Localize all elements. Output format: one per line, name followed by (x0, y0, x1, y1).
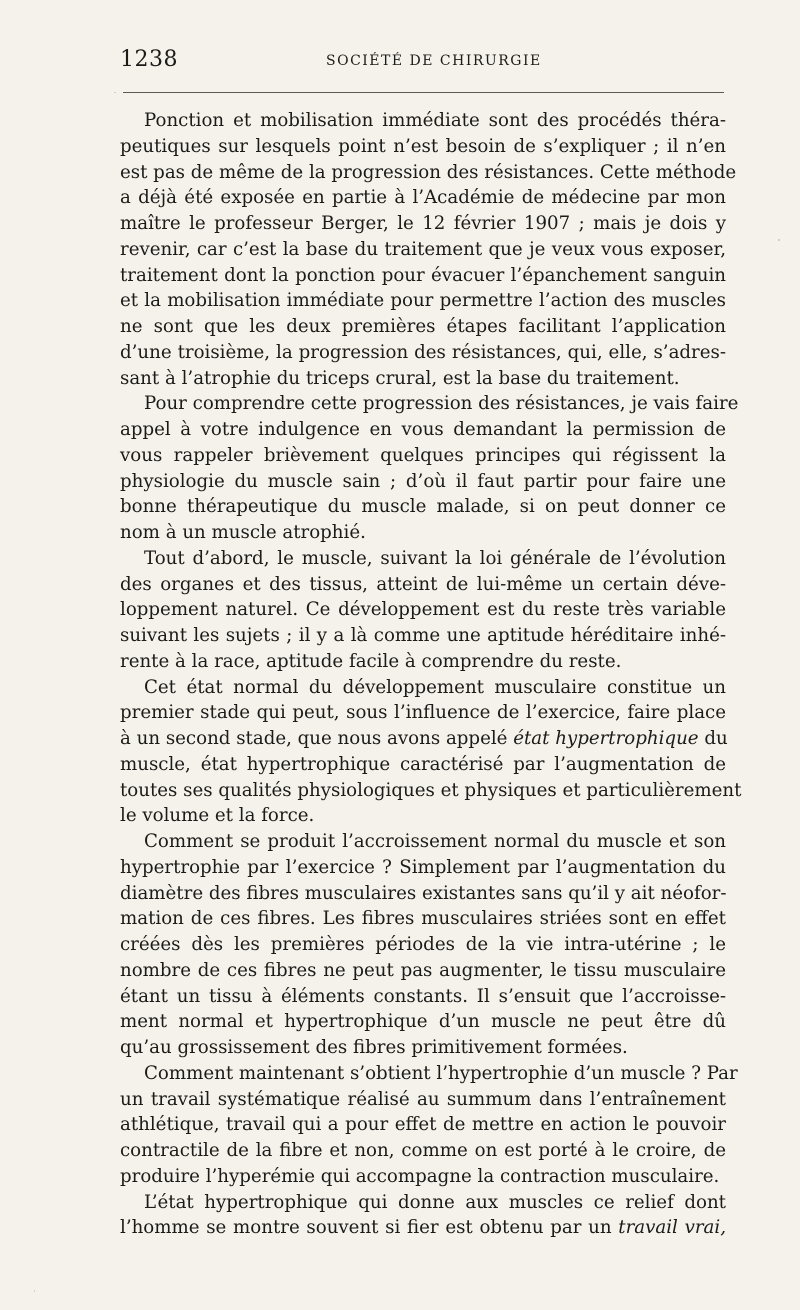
text-line-with-emphasis (120, 726, 726, 752)
scan-speck (34, 1290, 35, 1292)
text-line: des organes et des tissus, atteint de lui-même un certain déve- (120, 573, 726, 595)
text-fragment: du (698, 728, 728, 749)
text-line: Pour comprendre cette progression des résistances, je vais faire (144, 393, 739, 415)
header-rule (123, 92, 724, 93)
text-line: hypertrophie par l’exercice ? Simplement par l’augmentation du (120, 856, 726, 878)
text-line: qu’au grossissement des fibres primitivement formées. (120, 1037, 628, 1058)
article-text (120, 108, 742, 1241)
text-line: produire l’hyperémie qui accompagne la contraction musculaire. (120, 1165, 720, 1187)
scan-speck (778, 239, 780, 241)
text-line: traitement dont la ponction pour évacuer l’épanchement sanguin (120, 264, 726, 286)
text-line: est pas de même de la progression des résistances. Cette méthode (120, 161, 737, 183)
text-line: L’état hypertrophique qui donne aux muscles ce relief dont (144, 1191, 726, 1213)
text-line: Comment maintenant s’obtient l’hypertrophie d’un muscle ? Par (144, 1062, 738, 1084)
text-line: contractile de la fibre et non, comme on est porté à le croire, de (120, 1140, 726, 1161)
text-line: Tout d’abord, le muscle, suivant la loi générale de l’évolution (144, 547, 726, 569)
text-line: muscle, état hypertrophique caractérisé par l’augmentation de (120, 753, 726, 775)
text-fragment: à un second stade, que nous avons appelé (120, 728, 514, 749)
page-header (120, 47, 725, 73)
text-line: mation de ces fibres. Les fibres musculaires striées sont en effet (120, 908, 726, 930)
text-line: revenir, car c’est la base du traitement que je veux vous exposer, (120, 238, 726, 260)
text-line: sant à l’atrophie du triceps crural, est la base du traitement. (120, 367, 680, 389)
running-title: SOCIÉTÉ DE CHIRURGIE (326, 53, 542, 69)
page-number: 1238 (120, 47, 178, 72)
text-line: un travail systématique réalisé au summum dans l’entraînement (120, 1088, 726, 1110)
text-line-with-emphasis (120, 1215, 726, 1241)
text-line: Cet état normal du développement musculaire constitue un (144, 676, 726, 698)
text-line: toutes ses qualités physiologiques et physiques et particulièrement (120, 779, 742, 801)
text-line: premier stade qui peut, sous l’influence de l’exercice, faire place (120, 702, 726, 724)
emphasis-text: travail vrai, (618, 1217, 726, 1239)
text-line: rente à la race, aptitude facile à comprendre du reste. (120, 650, 622, 672)
text-line: le volume et la force. (120, 805, 315, 827)
text-line: peutiques sur lesquels point n’est besoin de s’expliquer ; il n’en (120, 135, 726, 157)
text-line: Comment se produit l’accroissement normal du muscle et son (144, 831, 726, 852)
text-line: a déjà été exposée en partie à l’Académie de médecine par mon (120, 187, 726, 209)
text-fragment: l’homme se montre souvent si fier est obtenu par un (120, 1217, 619, 1239)
text-line: étant un tissu à éléments constants. Il s’ensuit que l’accroisse- (120, 985, 726, 1007)
text-line: d’une troisième, la progression des résistances, qui, elle, s’adres- (120, 341, 726, 363)
text-line: vous rappeler brièvement quelques principes qui régissent la (120, 444, 726, 466)
text-line: loppement naturel. Ce développement est du reste très variable (120, 599, 726, 621)
text-line: diamètre des fibres musculaires existantes sans qu’il y ait néofor- (120, 882, 727, 904)
text-line: ment normal et hypertrophique d’un muscle ne peut être dû (120, 1011, 726, 1033)
text-line: nombre de ces fibres ne peut pas augmenter, le tissu musculaire (120, 959, 726, 981)
text-line: physiologie du muscle sain ; d’où il faut partir pour faire une (120, 470, 726, 492)
text-line: nom à un muscle atrophié. (120, 522, 366, 543)
text-line: Ponction et mobilisation immédiate sont des procédés théra- (144, 110, 726, 131)
emphasis-text: état hypertrophique (513, 728, 699, 749)
text-line: maître le professeur Berger, le 12 février 1907 ; mais je dois y (120, 213, 726, 234)
text-line: et la mobilisation immédiate pour permettre l’action des muscles (120, 290, 726, 312)
scan-speck (114, 92, 116, 93)
text-line: suivant les sujets ; il y a là comme une aptitude héréditaire inhé- (120, 625, 726, 646)
text-line: ne sont que les deux premières étapes facilitant l’application (120, 316, 726, 337)
text-line: athlétique, travail qui a pour effet de mettre en action le pouvoir (120, 1114, 726, 1136)
text-line: appel à votre indulgence en vous demandant la permission de (120, 419, 726, 440)
text-line: bonne thérapeutique du muscle malade, si on peut donner ce (120, 496, 726, 518)
text-line: créées dès les premières périodes de la vie intra-utérine ; le (120, 934, 726, 955)
